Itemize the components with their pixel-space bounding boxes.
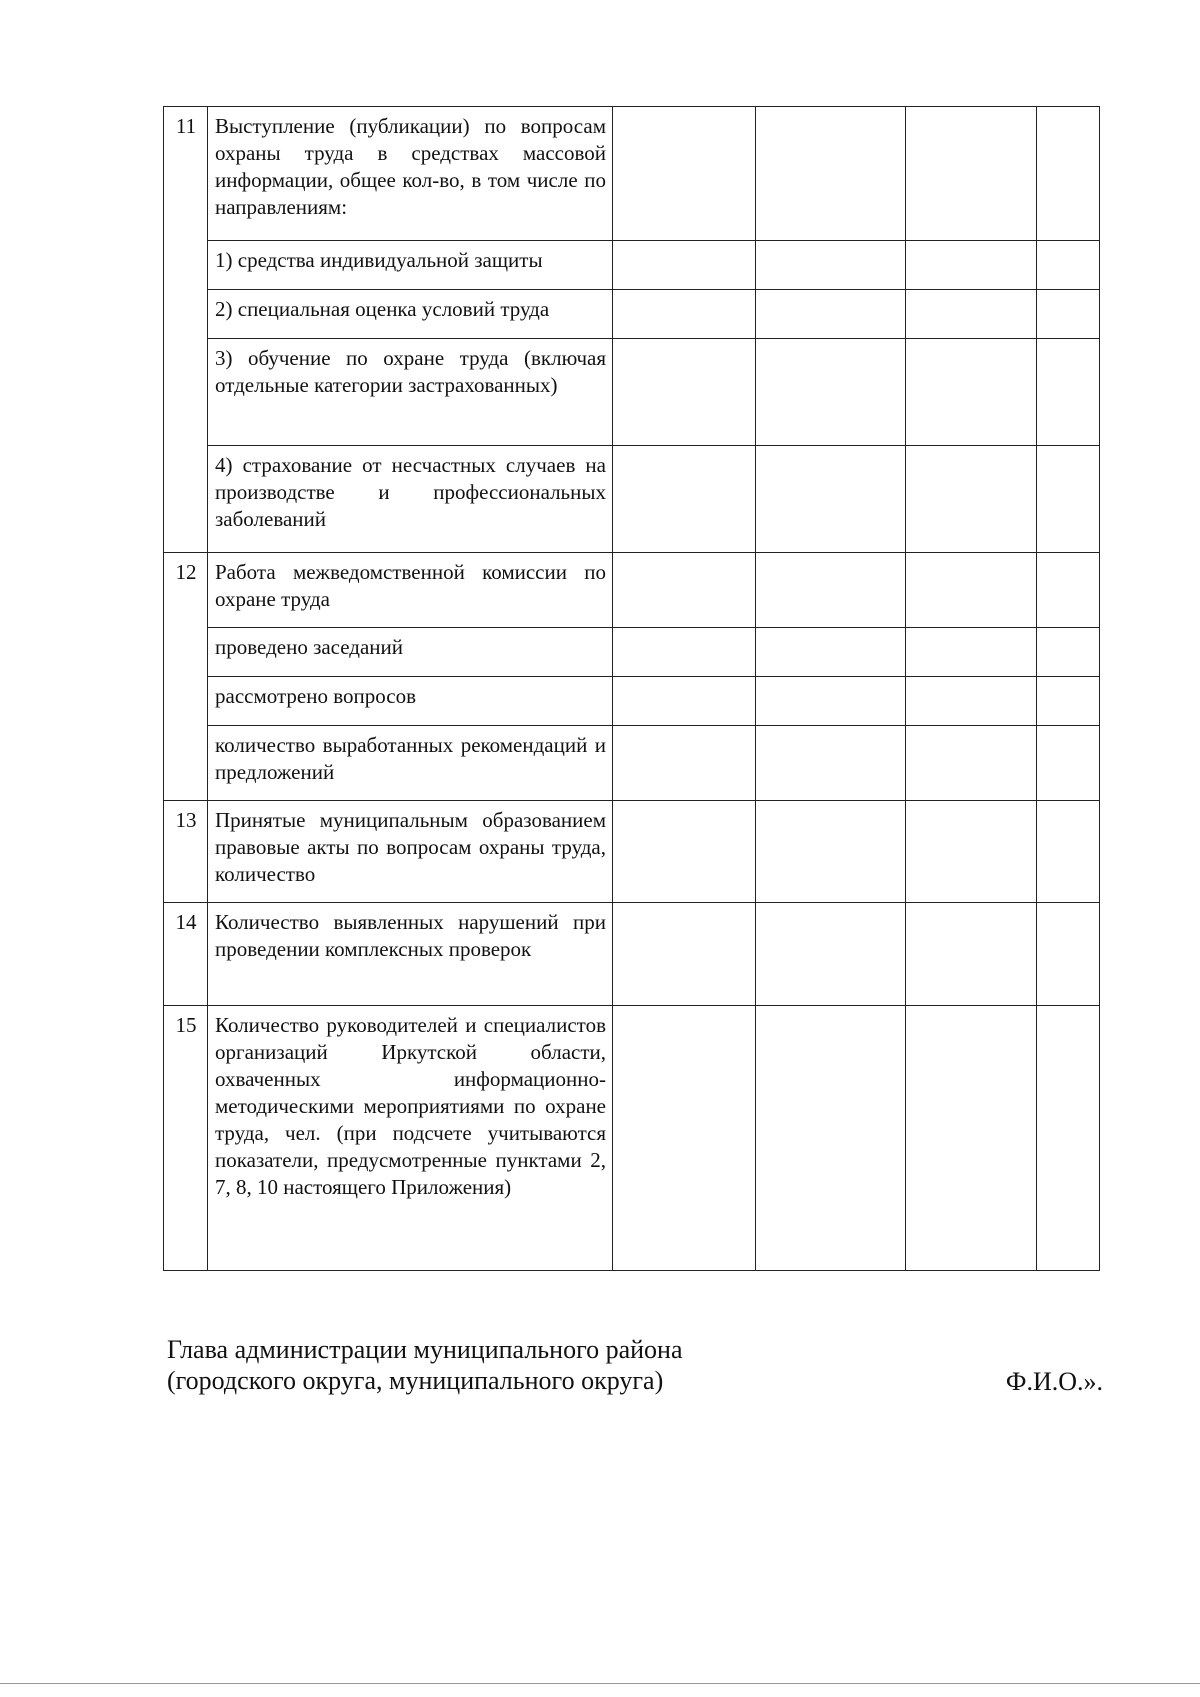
value-cell <box>1037 107 1100 241</box>
value-cell <box>613 290 756 339</box>
row-number <box>164 677 208 726</box>
value-cell <box>756 903 906 1006</box>
value-cell <box>613 446 756 553</box>
value-cell <box>906 553 1037 628</box>
row-text: 4) страхование от несчастных случаев на производстве и профессиональных заболеваний <box>208 446 613 553</box>
row-number <box>164 726 208 801</box>
value-cell <box>906 339 1037 446</box>
value-cell <box>756 339 906 446</box>
value-cell <box>906 446 1037 553</box>
table-row <box>164 290 1100 339</box>
table-row <box>164 107 1100 241</box>
value-cell <box>906 801 1037 903</box>
table-row <box>164 903 1100 1006</box>
row-text: проведено заседаний <box>208 628 613 677</box>
row-text: рассмотрено вопросов <box>208 677 613 726</box>
value-cell <box>1037 290 1100 339</box>
table-row <box>164 339 1100 446</box>
row-text: Количество выявленных нарушений при проведении комплексных проверок <box>208 903 613 1006</box>
value-cell <box>1037 628 1100 677</box>
row-number <box>164 339 208 446</box>
value-cell <box>756 1006 906 1271</box>
row-text: количество выработанных рекомендаций и предложений <box>208 726 613 801</box>
value-cell <box>1037 446 1100 553</box>
row-number <box>164 290 208 339</box>
value-cell <box>756 628 906 677</box>
row-text: 1) средства индивидуальной защиты <box>208 241 613 290</box>
table-row <box>164 446 1100 553</box>
report-table <box>163 106 1100 1271</box>
value-cell <box>613 726 756 801</box>
value-cell <box>1037 339 1100 446</box>
value-cell <box>906 726 1037 801</box>
value-cell <box>1037 801 1100 903</box>
value-cell <box>1037 553 1100 628</box>
value-cell <box>613 677 756 726</box>
value-cell <box>613 1006 756 1271</box>
row-text: Выступление (публикации) по вопросам охраны труда в средствах массовой информации, общее кол-во, в том числе по направлениям: <box>208 107 613 241</box>
table-row <box>164 241 1100 290</box>
signature-fio: Ф.И.О.». <box>1005 1367 1103 1396</box>
value-cell <box>756 677 906 726</box>
row-number: 11 <box>164 107 208 241</box>
value-cell <box>613 903 756 1006</box>
value-cell <box>756 801 906 903</box>
value-cell <box>613 553 756 628</box>
value-cell <box>613 339 756 446</box>
row-number <box>164 241 208 290</box>
value-cell <box>1037 1006 1100 1271</box>
row-text: 3) обучение по охране труда (включая отдельные категории застрахованных) <box>208 339 613 446</box>
table-row <box>164 553 1100 628</box>
value-cell <box>756 553 906 628</box>
value-cell <box>756 726 906 801</box>
row-text: 2) специальная оценка условий труда <box>208 290 613 339</box>
value-cell <box>613 241 756 290</box>
value-cell <box>1037 241 1100 290</box>
row-text: Количество руководителей и специалистов организаций Иркутской области, охваченных информационно-методическими мероприятиями по охране труда, чел. (при подсчете учитываются показатели, предусмотренные пунктами 2, 7, 8, 10 настоящего Приложения) <box>208 1006 613 1271</box>
value-cell <box>906 677 1037 726</box>
value-cell <box>613 801 756 903</box>
value-cell <box>906 107 1037 241</box>
value-cell <box>756 290 906 339</box>
table-row <box>164 1006 1100 1271</box>
row-number: 12 <box>164 553 208 628</box>
value-cell <box>613 107 756 241</box>
value-cell <box>906 903 1037 1006</box>
row-number: 15 <box>164 1006 208 1271</box>
value-cell <box>906 241 1037 290</box>
row-number: 13 <box>164 801 208 903</box>
table-row <box>164 628 1100 677</box>
value-cell <box>613 628 756 677</box>
value-cell <box>756 446 906 553</box>
value-cell <box>1037 726 1100 801</box>
value-cell <box>906 1006 1037 1271</box>
value-cell <box>1037 677 1100 726</box>
value-cell <box>906 290 1037 339</box>
bottom-rule <box>0 1683 1200 1684</box>
value-cell <box>756 241 906 290</box>
table-row <box>164 726 1100 801</box>
table-row <box>164 677 1100 726</box>
value-cell <box>1037 903 1100 1006</box>
row-text: Принятые муниципальным образованием правовые акты по вопросам охраны труда, количество <box>208 801 613 903</box>
table-row <box>164 801 1100 903</box>
value-cell <box>906 628 1037 677</box>
row-number <box>164 446 208 553</box>
row-number <box>164 628 208 677</box>
signature-title-line-1: Глава администрации муниципального района <box>167 1335 683 1364</box>
value-cell <box>756 107 906 241</box>
signature-title-line-2: (городского округа, муниципального округа) <box>167 1366 664 1395</box>
row-number: 14 <box>164 903 208 1006</box>
signature-block <box>167 1334 683 1396</box>
row-text: Работа межведомственной комиссии по охране труда <box>208 553 613 628</box>
